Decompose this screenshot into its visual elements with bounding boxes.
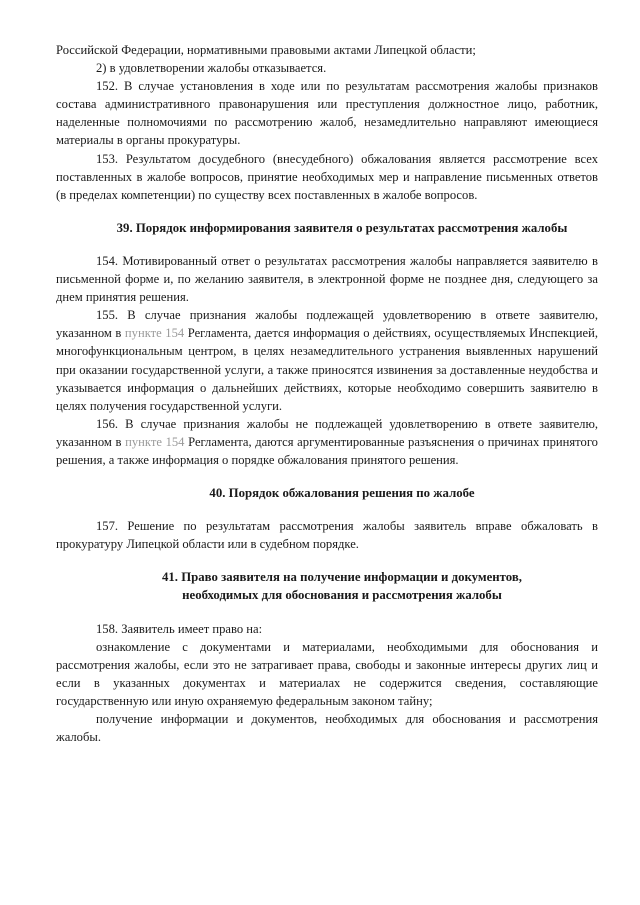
spacer [56,237,598,252]
paragraph-158: 158. Заявитель имеет право на: [96,621,263,636]
paragraph-152: 152. В случае установления в ходе или по результатам рассмотрения жалобы признаков состава административного правонарушения или преступления должностное лицо, работник, наделенные полномочиями по рассмотрению жалоб, незамедлительно направляют имеющиеся материалы в органы прокуратуры. [56,79,598,148]
paragraph-155 [56,306,598,415]
spacer [56,605,598,620]
paragraph-157: 157. Решение по результатам рассмотрения жалобы заявитель вправе обжаловать в прокуратуру Липецкой области или в судебном порядке. [56,519,598,552]
spacer [56,469,598,484]
paragraph-continuation: Российской Федерации, нормативными правовыми актами Липецкой области; [56,43,476,57]
paragraph-156-text-a: 156. В случае признания жалобы не подлежащей удовлетворению в ответе заявителю, указанном в [56,416,598,449]
spacer [56,553,598,568]
paragraph-156-text-b: Регламента, даются аргументированные разъяснения о причинах принятого решения, а также информация о порядке обжалования принятого решения. [56,434,598,467]
section-heading-41-line-1: 41. Право заявителя на получение информации и документов, [162,570,522,585]
section-heading-39: 39. Порядок информирования заявителя о результатах рассмотрения жалобы [116,220,568,235]
paragraph-158-item-a: ознакомление с документами и материалами, необходимыми для обоснования и рассмотрения жалобы, если это не затрагивает права, свободы и законные интересы других лиц и если в указанных документах и материалах не содержится сведения, составляющие государственную или иную охраняемую федеральным законом тайну; [56,639,598,708]
paragraph-155-link[interactable]: пункте 154 [124,326,185,341]
paragraph-154: 154. Мотивированный ответ о результатах рассмотрения жалобы направляется заявителю в письменной форме и, по желанию заявителя, в электронной форме не позднее дня, следующего за днем принятия решения. [56,253,598,305]
section-heading-40: 40. Порядок обжалования решения по жалобе [209,486,475,501]
paragraph-156-link[interactable]: пункте 154 [125,434,185,449]
paragraph-153: 153. Результатом досудебного (внесудебного) обжалования является рассмотрение всех поставленных в жалобе вопросов, принятие необходимых мер и направление письменных ответов (в пределах компетенции) по существу всех поставленных в жалобе вопросов. [56,151,598,202]
paragraph-156 [56,415,598,469]
section-heading-41-line-2: необходимых для обоснования и рассмотрения жалобы [182,588,502,603]
paragraph-155-text-b: Регламента, дается информация о действиях, осуществляемых Инспекцией, многофункциональным центром, в целях незамедлительного устранения выявленных нарушений при оказании государственной услуги, а также приносятся извинения за доставленные неудобства и указывается информация о дальнейших действиях, которые необходимо совершить заявителю в целях получения государственной услуги. [56,326,598,413]
paragraph-158-item-b: получение информации и документов, необходимых для обоснования и рассмотрения жалобы. [56,712,598,745]
spacer [56,204,598,219]
paragraph-item-2: 2) в удовлетворении жалобы отказывается. [96,61,327,76]
paragraph-155-text-a: 155. В случае признания жалобы подлежащей удовлетворению в ответе заявителю, указанном в [56,308,598,341]
spacer [56,502,598,517]
